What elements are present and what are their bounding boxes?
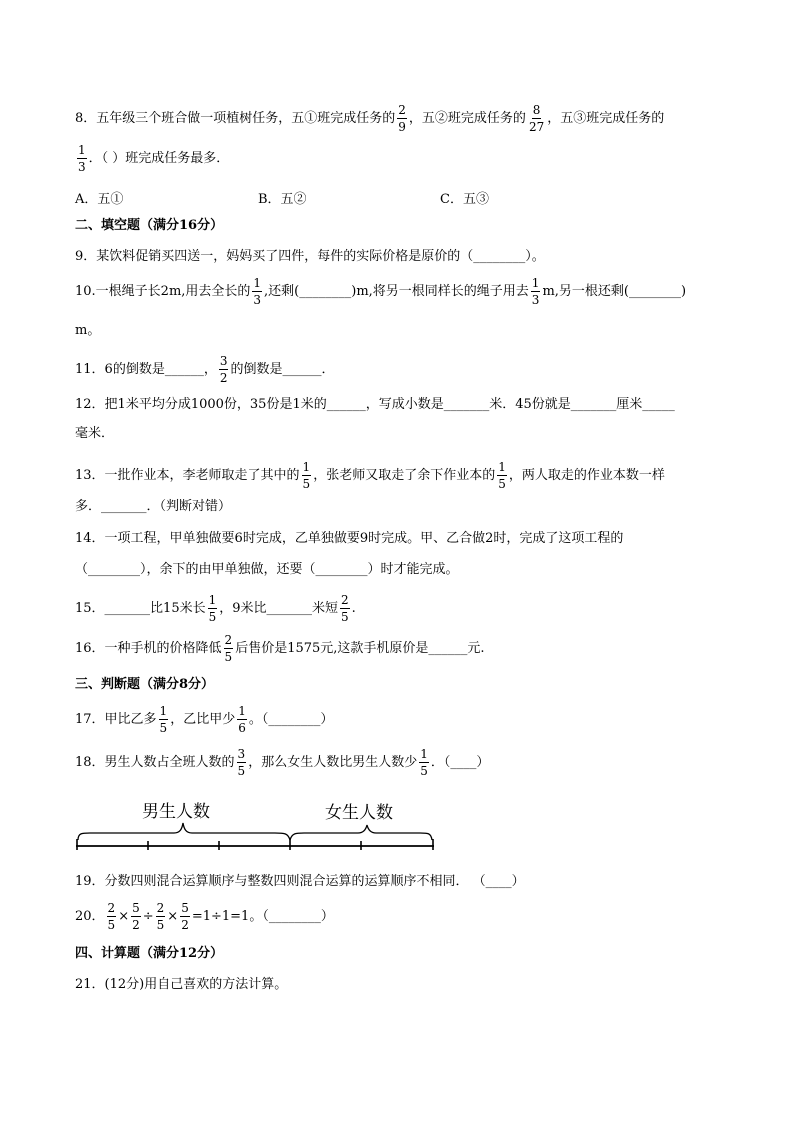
question-9: 9．某饮料促销买四送一，妈妈买了四件，每件的实际价格是原价的（________）。 <box>75 249 545 264</box>
fraction: $\frac{1}{5}$ <box>498 460 506 491</box>
boys-brace <box>78 823 290 840</box>
question-15 <box>75 594 356 623</box>
q10-text-c: m,另一根还剩(________) <box>542 284 687 299</box>
fraction: $\frac{1}{3}$ <box>531 276 540 307</box>
fraction: $\frac{1}{3}$ <box>78 143 86 174</box>
question-16 <box>75 634 485 663</box>
q18-text-b: ，那么女生人数比男生人数少 <box>248 755 418 770</box>
q16-text-a: 16．一种手机的价格降低 <box>75 641 222 656</box>
question-14-line-2: （________），余下的由甲单独做，还要（________）时才能完成。 <box>75 562 459 577</box>
boys-girls-segment-diagram <box>70 795 440 857</box>
q8-option-c[interactable]: C．五③ <box>440 192 489 207</box>
q8-option-b[interactable]: B．五② <box>258 192 307 207</box>
question-12-line-1: 12．把1米平均分成1000份，35份是1米的______，写成小数是_______米．45份就是_______厘米_____ <box>75 397 675 412</box>
q15-text-c: . <box>351 601 356 616</box>
fraction: $\frac{1}{6}$ <box>238 704 246 735</box>
question-13-line-2: 多．_______．（判断对错） <box>75 499 232 514</box>
fraction: $\frac{1}{3}$ <box>253 276 262 307</box>
girls-brace <box>290 825 432 840</box>
question-10-line-1 <box>75 277 686 306</box>
q13-text-c: ，两人取走的作业本数一样 <box>508 468 665 483</box>
fraction: $\frac{1}{5}$ <box>420 747 428 778</box>
q13-text-a: 13．一批作业本，李老师取走了其中的 <box>75 468 300 483</box>
q10-text-a: 10.一根绳子长2m,用去全长的 <box>75 284 251 299</box>
fraction: $\frac{1}{5}$ <box>159 704 168 735</box>
q13-text-b: ，张老师又取走了余下作业本的 <box>313 468 496 483</box>
question-20 <box>75 902 334 931</box>
question-18 <box>75 748 489 777</box>
q18-text-a: 18．男生人数占全班人数的 <box>75 755 235 770</box>
q17-text-a: 17．甲比乙多 <box>75 712 157 727</box>
question-14-line-1: 14．一项工程，甲单独做要6时完成，乙单独做要9时完成。甲、乙合做2时，完成了这项工程的 <box>75 531 624 546</box>
q8-option-a[interactable]: A．五① <box>75 192 124 207</box>
fraction: $\frac{2}{5}$ <box>224 633 233 664</box>
question-8-line-2 <box>75 144 229 173</box>
q17-text-c: 。（________） <box>248 712 334 727</box>
q11-text-a: 11．6的倒数是______， <box>75 362 217 377</box>
question-13-line-1 <box>75 461 665 490</box>
fraction: $\frac{1}{5}$ <box>302 460 311 491</box>
fraction: $\frac{3}{5}$ <box>237 747 246 778</box>
q11-text-b: 的倒数是______． <box>230 362 335 377</box>
question-17 <box>75 705 333 734</box>
question-21: 21．(12分)用自己喜欢的方法计算。 <box>75 977 288 992</box>
q8-text-c: ，五③班完成任务的 <box>547 111 665 126</box>
q20-text-b: =1÷1=1。（________） <box>191 909 334 924</box>
fraction: $\frac{2}{5}$ <box>156 901 165 932</box>
question-10-line-2: m。 <box>75 323 101 338</box>
fraction: $\frac{2}{9}$ <box>398 103 406 134</box>
question-8-line-1 <box>75 104 664 133</box>
q10-text-b: ,还剩(________)m,将另一根同样长的绳子用去 <box>264 284 529 299</box>
multiply-sign: × <box>167 909 179 924</box>
q8-text-b: ，五②班完成任务的 <box>408 111 526 126</box>
section-heading-calculation: 四、计算题（满分12分） <box>75 946 224 961</box>
section-heading-fill-in: 二、填空题（满分16分） <box>75 218 224 233</box>
girls-label: 女生人数 <box>325 803 393 823</box>
fraction: $\frac{1}{5}$ <box>208 593 217 624</box>
q16-text-b: 后售价是1575元,这款手机原价是______元. <box>235 641 485 656</box>
fraction: $\frac{5}{2}$ <box>181 901 189 932</box>
q8-text-d: ．（ ）班完成任务最多． <box>88 151 230 166</box>
q18-text-c: ．（____） <box>430 755 490 770</box>
q17-text-b: ，乙比甲少 <box>170 712 236 727</box>
question-19: 19．分数四则混合运算顺序与整数四则混合运算的运算顺序不相同． （____） <box>75 874 525 889</box>
question-11 <box>75 355 334 384</box>
divide-sign: ÷ <box>142 909 154 924</box>
q8-text-a: 8．五年级三个班合做一项植树任务，五①班完成任务的 <box>75 111 396 126</box>
fraction: $\frac{2}{5}$ <box>107 901 116 932</box>
question-12-line-2: 毫米． <box>75 426 115 441</box>
q15-text-a: 15．_______比15米长 <box>75 601 206 616</box>
fraction: $\frac{8}{27}$ <box>528 103 545 134</box>
section-heading-true-false: 三、判断题（满分8分） <box>75 677 215 692</box>
q15-text-b: ，9米比_______米短 <box>219 601 339 616</box>
q20-text-a: 20． <box>75 909 105 924</box>
multiply-sign: × <box>118 909 130 924</box>
fraction: $\frac{3}{2}$ <box>219 354 228 385</box>
fraction: $\frac{5}{2}$ <box>132 901 140 932</box>
boys-label: 男生人数 <box>142 802 210 822</box>
fraction: $\frac{2}{5}$ <box>341 593 349 624</box>
